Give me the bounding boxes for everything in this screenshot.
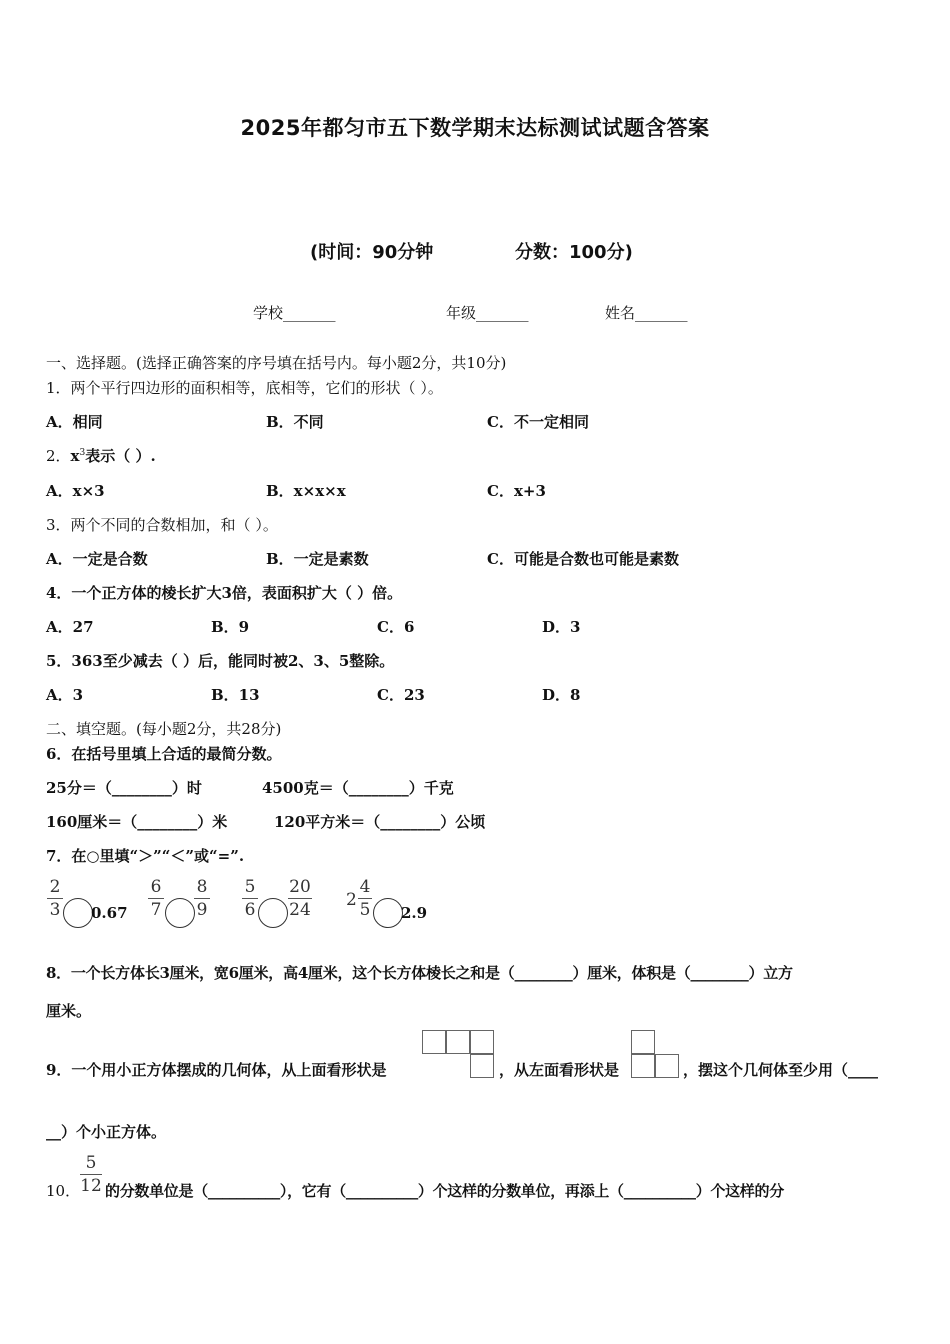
q2-stem bbox=[46, 445, 156, 466]
q7-fraction-2: 6 7 bbox=[148, 878, 164, 919]
q2-option-a: A．x×3 bbox=[46, 482, 105, 500]
q5-option-d: D．8 bbox=[542, 686, 581, 704]
q5-option-a: A．3 bbox=[46, 686, 84, 704]
q4-option-d: D．3 bbox=[542, 618, 581, 636]
q4-option-a: A．27 bbox=[46, 618, 94, 636]
section2-heading: 二、填空题。(每小题2分，共28分) bbox=[46, 720, 282, 738]
q8-line-2: 厘米。 bbox=[46, 1002, 92, 1020]
q4-stem: 4．一个正方体的棱长扩大3倍，表面积扩大（ ）倍。 bbox=[46, 584, 403, 602]
q2-rest: 表示（ ）. bbox=[85, 447, 156, 465]
q6-stem: 6．在括号里填上合适的最简分数。 bbox=[46, 745, 282, 763]
q2-num: 2． bbox=[46, 447, 71, 465]
q10-rest: 的分数单位是（__________），它有（__________）个这样的分数单位，再添上（__________）个这样的分 bbox=[105, 1182, 784, 1200]
q3-stem: 3．两个不同的合数相加，和（ ）。 bbox=[46, 516, 278, 534]
q5-stem: 5．363至少减去（ ）后，能同时被2、3、5整除。 bbox=[46, 652, 395, 670]
q1-stem: 1．两个平行四边形的面积相等，底相等，它们的形状（ ）。 bbox=[46, 379, 443, 397]
q2-exponent: 3 bbox=[79, 448, 86, 458]
q7-fraction-6: 4 5 bbox=[359, 877, 371, 920]
q7-fraction-4: 5 6 bbox=[242, 878, 258, 919]
q1-option-a: A．相同 bbox=[46, 413, 103, 431]
school-field: 学校_______ bbox=[253, 304, 336, 322]
q1-option-b: B．不同 bbox=[266, 413, 324, 431]
q7-compare-circle-4[interactable] bbox=[373, 898, 403, 928]
q4-option-c: C．6 bbox=[377, 618, 415, 636]
q6-item-1: 25分＝（________）时 bbox=[46, 779, 202, 797]
q3-option-c: C．可能是合数也可能是素数 bbox=[487, 550, 679, 568]
q7-stem: 7．在○里填“＞”“＜”或“=”. bbox=[46, 847, 245, 865]
q7-fraction-1: 2 3 bbox=[47, 878, 63, 919]
q7-value-6: 2.9 bbox=[401, 904, 428, 922]
q7-compare-circle-2[interactable] bbox=[165, 898, 195, 928]
q7-fraction-5: 20 24 bbox=[289, 877, 311, 920]
exam-time: (时间：90分钟 bbox=[310, 242, 434, 263]
q1-option-c: C．不一定相同 bbox=[487, 413, 589, 431]
q7-value-1: 0.67 bbox=[91, 904, 128, 922]
q4-option-b: B．9 bbox=[211, 618, 250, 636]
name-field: 姓名_______ bbox=[605, 304, 688, 322]
q9-line-2: __）个小正方体。 bbox=[46, 1123, 167, 1141]
q6-item-4: 120平方米＝（________）公顷 bbox=[274, 813, 486, 831]
q10-fraction: 5 12 bbox=[80, 1153, 102, 1196]
q2-option-c: C．x+3 bbox=[487, 482, 546, 500]
page-title: 2025年都匀市五下数学期末达标测试试题含答案 bbox=[240, 116, 710, 140]
q5-option-c: C．23 bbox=[377, 686, 425, 704]
q9-part-3: ，摆这个几何体至少用（____ bbox=[683, 1061, 879, 1079]
q7-compare-circle-3[interactable] bbox=[258, 898, 288, 928]
q3-option-b: B．一定是素数 bbox=[266, 550, 369, 568]
grade-field: 年级_______ bbox=[446, 304, 529, 322]
q5-option-b: B．13 bbox=[211, 686, 260, 704]
q9-part-1: 9．一个用小正方体摆成的几何体，从上面看形状是 bbox=[46, 1061, 387, 1079]
exam-score: 分数：100分) bbox=[515, 242, 633, 263]
q7-fraction-3: 8 9 bbox=[194, 878, 210, 919]
q10-num: 10． bbox=[46, 1182, 81, 1200]
section1-heading: 一、选择题。(选择正确答案的序号填在括号内。每小题2分，共10分) bbox=[46, 354, 507, 372]
q8-line-1: 8．一个长方体长3厘米，宽6厘米，高4厘米，这个长方体棱长之和是（________）厘米，体积是（________）立方 bbox=[46, 964, 793, 982]
q7-compare-circle-1[interactable] bbox=[63, 898, 93, 928]
q2-var: x bbox=[70, 447, 80, 465]
q6-item-2: 4500克＝（________）千克 bbox=[262, 779, 454, 797]
q6-item-3: 160厘米＝（________）米 bbox=[46, 813, 228, 831]
q2-option-b: B．x×x×x bbox=[266, 482, 346, 500]
q9-part-2: ，从左面看形状是 bbox=[499, 1061, 620, 1079]
q7-whole-6: 2 bbox=[346, 890, 357, 910]
q3-option-a: A．一定是合数 bbox=[46, 550, 148, 568]
